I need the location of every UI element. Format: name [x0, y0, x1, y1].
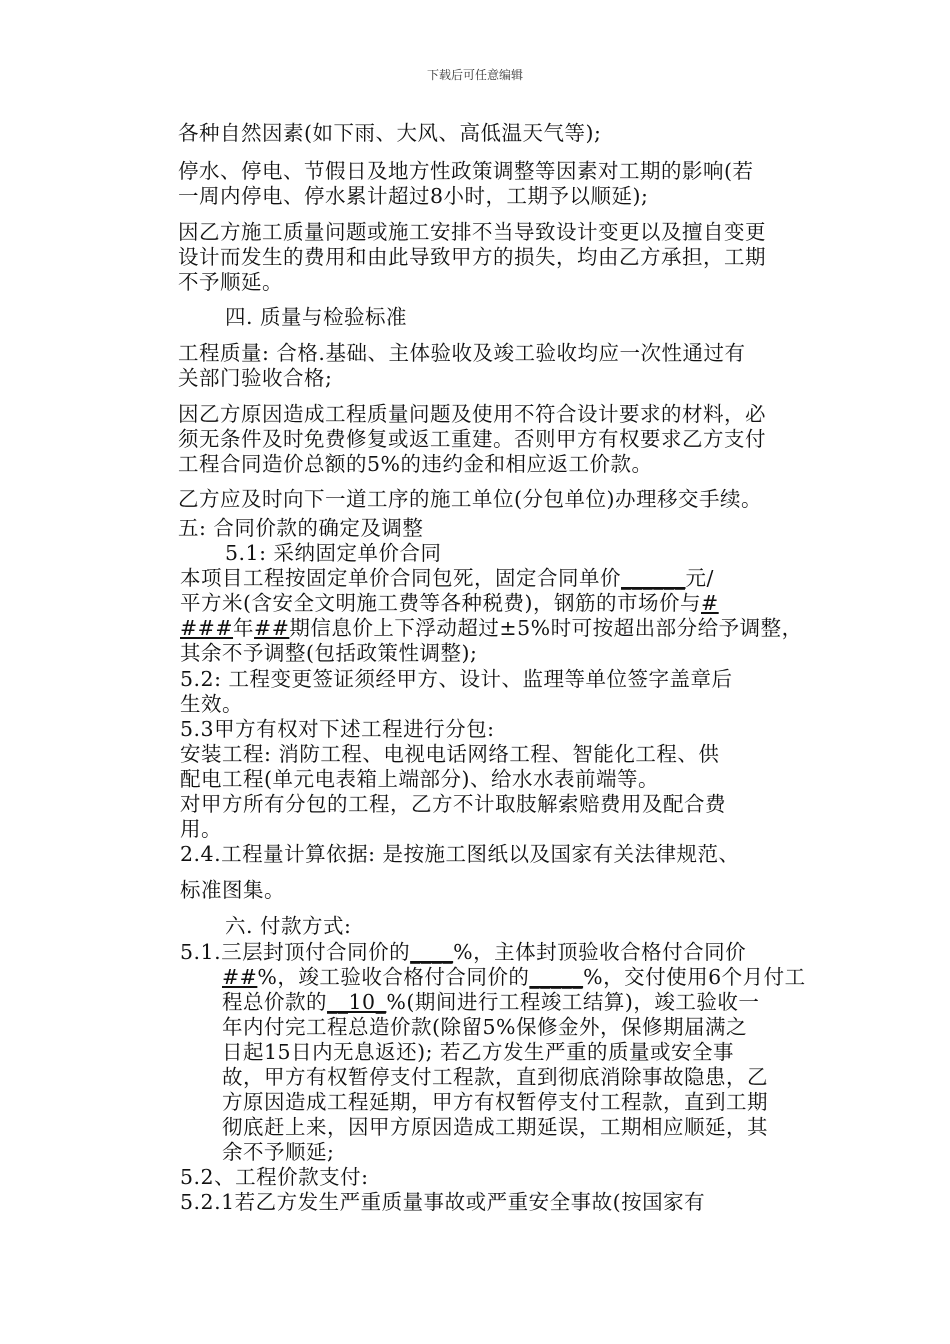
blank-placeholder: # [701, 591, 719, 615]
paragraph-line: 日起15日内无息返还); 若乙方发生严重的质量或安全事 [222, 1040, 735, 1064]
paragraph-line [180, 591, 719, 615]
paragraph-line [180, 566, 714, 590]
paragraph-line: 方原因造成工程延期，甲方有权暂停支付工程款，直到工期 [222, 1090, 768, 1114]
paragraph-line: 其余不予调整(包括政策性调整); [180, 641, 478, 665]
page-header: 下载后可任意编辑 [426, 68, 523, 82]
section-heading: 四. 质量与检验标准 [225, 305, 408, 329]
paragraph-line [222, 990, 759, 1014]
paragraph-line: 5.3甲方有权对下述工程进行分包: [180, 717, 495, 741]
paragraph-line: 5.2、工程价款支付: [180, 1165, 369, 1189]
paragraph-line: 不予顺延。 [178, 270, 283, 294]
blank-percent: ## [222, 965, 258, 989]
paragraph-line: 标准图集。 [180, 878, 285, 902]
text-segment: 元/ [685, 566, 714, 590]
paragraph-line [222, 965, 806, 989]
paragraph-line: 因乙方原因造成工程质量问题及使用不符合设计要求的材料，必 [178, 402, 766, 426]
paragraph-line: 须无条件及时免费修复或返工重建。否则甲方有权要求乙方支付 [178, 427, 766, 451]
section-heading: 五: 合同价款的确定及调整 [178, 516, 424, 540]
paragraph-line: 停水、停电、节假日及地方性政策调整等因素对工期的影响(若 [178, 159, 754, 183]
text-segment: 程总价款的 [222, 990, 327, 1014]
paragraph-line: 因乙方施工质量问题或施工安排不当导致设计变更以及擅自变更 [178, 220, 766, 244]
paragraph-line: 2.4.工程量计算依据: 是按施工图纸以及国家有关法律规范、 [180, 842, 740, 866]
blank-placeholder: ### [180, 616, 234, 640]
paragraph-line: 彻底赶上来，因甲方原因造成工期延误，工期相应顺延，其 [222, 1115, 768, 1139]
paragraph-line: 用。 [180, 817, 222, 841]
blank-placeholder: ## [254, 616, 290, 640]
paragraph-line: 各种自然因素(如下雨、大风、高低温天气等); [178, 121, 602, 145]
paragraph-line: 余不予顺延; [222, 1140, 335, 1164]
blank-percent: __10_ [327, 990, 387, 1014]
paragraph-line [180, 940, 746, 964]
paragraph-line: 一周内停电、停水累计超过8小时，工期予以顺延); [178, 184, 649, 208]
text-segment: %，主体封顶验收合格付合同价 [453, 940, 747, 964]
paragraph-line: 关部门验收合格; [178, 366, 333, 390]
paragraph-line: 乙方应及时向下一道工序的施工单位(分包单位)办理移交手续。 [178, 487, 762, 511]
paragraph-line: 5.2.1若乙方发生严重质量事故或严重安全事故(按国家有 [180, 1190, 706, 1214]
paragraph-line: 生效。 [180, 692, 243, 716]
paragraph-line: 工程合同造价总额的5%的违约金和相应返工价款。 [178, 452, 653, 476]
text-segment: %，竣工验收合格付合同价的 [257, 965, 530, 989]
paragraph-line: 故，甲方有权暂停支付工程款，直到彻底消除事故隐患，乙 [222, 1065, 768, 1089]
paragraph-line: 工程质量: 合格.基础、主体验收及竣工验收均应一次性通过有 [178, 341, 746, 365]
paragraph-line: 设计而发生的费用和由此导致甲方的损失，均由乙方承担，工期 [178, 245, 766, 269]
text-segment: 平方米(含安全文明施工费等各种税费)，钢筋的市场价与 [180, 591, 701, 615]
text-segment: 年 [233, 616, 255, 640]
text-segment: %(期间进行工程竣工结算)，竣工验收一 [386, 990, 760, 1014]
paragraph-line: 年内付完工程总造价款(除留5%保修金外，保修期届满之 [222, 1015, 748, 1039]
blank-percent: ____ [410, 940, 454, 964]
blank-unit-price: ______ [621, 566, 686, 590]
paragraph-line [180, 616, 803, 640]
text-segment: %，交付使用6个月付工 [583, 965, 806, 989]
blank-percent: _____ [529, 965, 584, 989]
subsection-heading: 5.1: 采纳固定单价合同 [225, 541, 442, 565]
text-segment: 期信息价上下浮动超过±5%时可按超出部分给予调整， [289, 616, 803, 640]
text-segment: 本项目工程按固定单价合同包死，固定合同单价 [180, 566, 621, 590]
paragraph-line: 安装工程: 消防工程、电视电话网络工程、智能化工程、供 [180, 742, 720, 766]
section-heading: 六. 付款方式: [225, 914, 352, 938]
paragraph-line: 配电工程(单元电表箱上端部分)、给水水表前端等。 [180, 767, 659, 791]
text-segment: 5.1.三层封顶付合同价的 [180, 940, 411, 964]
paragraph-line: 对甲方所有分包的工程，乙方不计取肢解索赔费用及配合费 [180, 792, 726, 816]
paragraph-line: 5.2: 工程变更签证须经甲方、设计、监理等单位签字盖章后 [180, 667, 733, 691]
